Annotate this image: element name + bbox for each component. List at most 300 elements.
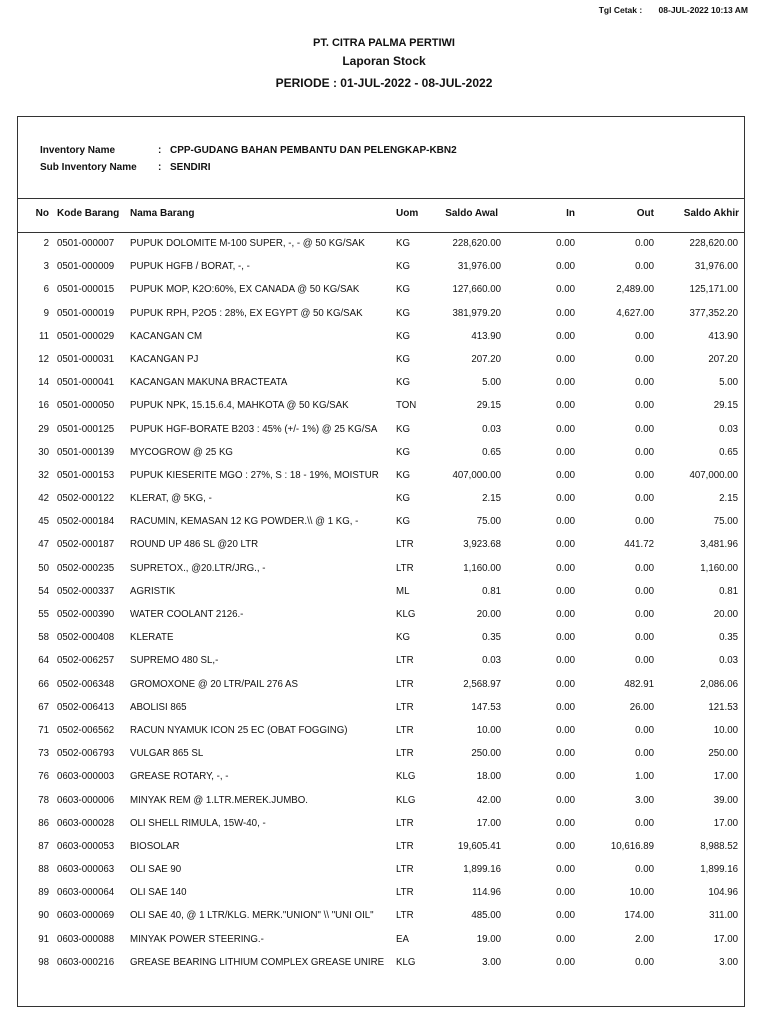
cell-saldo-awal: 485.00 <box>471 910 501 922</box>
table-row <box>18 513 744 536</box>
col-uom: Uom <box>396 208 419 219</box>
cell-out: 0.00 <box>635 446 654 458</box>
table-row <box>18 281 744 304</box>
cell-in: 0.00 <box>556 771 575 783</box>
cell-no: 9 <box>43 307 49 319</box>
cell-kode-barang: 0502-000184 <box>57 516 115 528</box>
cell-in: 0.00 <box>556 307 575 319</box>
cell-out: 1.00 <box>635 771 654 783</box>
cell-out: 0.00 <box>635 956 654 968</box>
cell-uom: KG <box>396 284 410 296</box>
cell-out: 4,627.00 <box>616 307 654 319</box>
table-row <box>18 907 744 930</box>
cell-out: 482.91 <box>624 678 654 690</box>
cell-kode-barang: 0501-000029 <box>57 330 115 342</box>
cell-nama-barang: OLI SAE 90 <box>130 864 182 876</box>
cell-saldo-akhir: 125,171.00 <box>689 284 738 296</box>
print-date-label: Tgl Cetak : <box>598 5 643 15</box>
cell-saldo-akhir: 8,988.52 <box>700 840 738 852</box>
cell-no: 58 <box>38 632 49 644</box>
cell-saldo-akhir: 121.53 <box>708 701 738 713</box>
cell-out: 0.00 <box>635 516 654 528</box>
cell-nama-barang: AGRISTIK <box>130 585 176 597</box>
cell-uom: KLG <box>396 956 416 968</box>
cell-out: 0.00 <box>635 400 654 412</box>
cell-no: 64 <box>38 655 49 667</box>
cell-in: 0.00 <box>556 261 575 273</box>
cell-in: 0.00 <box>556 887 575 899</box>
cell-kode-barang: 0502-006562 <box>57 724 115 736</box>
cell-kode-barang: 0502-000122 <box>57 493 115 505</box>
cell-saldo-akhir: 3,481.96 <box>700 539 738 551</box>
cell-uom: LTR <box>396 655 414 667</box>
colon: : <box>158 162 162 173</box>
cell-nama-barang: RACUMIN, KEMASAN 12 KG POWDER.\\ @ 1 KG, - <box>130 516 359 528</box>
cell-out: 0.00 <box>635 330 654 342</box>
cell-saldo-akhir: 104.96 <box>708 887 738 899</box>
col-kode-barang: Kode Barang <box>57 208 120 219</box>
cell-saldo-awal: 1,160.00 <box>463 562 501 574</box>
cell-saldo-akhir: 228,620.00 <box>689 238 738 249</box>
cell-kode-barang: 0501-000009 <box>57 261 115 273</box>
cell-saldo-awal: 19,605.41 <box>457 840 501 852</box>
table-row <box>18 931 744 954</box>
colon: : <box>158 145 162 156</box>
table-row <box>18 328 744 351</box>
cell-nama-barang: MINYAK POWER STEERING.- <box>130 933 264 945</box>
sub-inventory-label: Sub Inventory Name <box>40 162 137 173</box>
cell-in: 0.00 <box>556 423 575 435</box>
cell-kode-barang: 0501-000019 <box>57 307 115 319</box>
cell-saldo-akhir: 75.00 <box>713 516 738 528</box>
cell-saldo-awal: 3.00 <box>482 956 501 968</box>
cell-nama-barang: OLI SAE 40, @ 1 LTR/KLG. MERK."UNION" \\ "UNI OIL" <box>130 910 374 922</box>
cell-saldo-akhir: 20.00 <box>713 609 738 620</box>
cell-no: 71 <box>38 724 49 736</box>
cell-uom: LTR <box>396 562 414 574</box>
cell-saldo-awal: 19.00 <box>476 933 501 945</box>
cell-nama-barang: PUPUK MOP, K2O:60%, EX CANADA @ 50 KG/SAK <box>130 284 360 296</box>
company-name: PT. CITRA PALMA PERTIWI <box>313 37 455 49</box>
cell-saldo-awal: 1,899.16 <box>463 864 501 876</box>
cell-nama-barang: PUPUK HGFB / BORAT, -, - <box>130 261 250 273</box>
table-row <box>18 467 744 490</box>
cell-in: 0.00 <box>556 933 575 945</box>
cell-kode-barang: 0502-006793 <box>57 748 115 760</box>
cell-no: 29 <box>38 423 49 435</box>
cell-saldo-awal: 2,568.97 <box>463 678 501 690</box>
cell-in: 0.00 <box>556 609 575 620</box>
cell-saldo-awal: 381,979.20 <box>452 307 501 319</box>
cell-saldo-awal: 3,923.68 <box>463 539 501 551</box>
cell-no: 11 <box>38 330 49 342</box>
cell-nama-barang: KACANGAN PJ <box>130 353 199 365</box>
cell-saldo-awal: 20.00 <box>476 609 501 620</box>
table-row <box>18 884 744 907</box>
report-frame <box>17 116 745 1007</box>
cell-saldo-awal: 407,000.00 <box>452 469 501 481</box>
cell-saldo-akhir: 413.90 <box>708 330 738 342</box>
print-date <box>599 5 748 15</box>
print-date-value: 08-JUL-2022 10:13 AM <box>658 5 748 15</box>
cell-kode-barang: 0501-000015 <box>57 284 115 296</box>
cell-uom: LTR <box>396 840 414 852</box>
cell-saldo-awal: 2.15 <box>482 493 501 505</box>
cell-nama-barang: RACUN NYAMUK ICON 25 EC (OBAT FOGGING) <box>130 724 348 736</box>
table-row <box>18 258 744 281</box>
cell-no: 42 <box>38 493 49 505</box>
cell-out: 0.00 <box>635 562 654 574</box>
cell-in: 0.00 <box>556 400 575 412</box>
cell-nama-barang: KLERATE <box>130 632 174 644</box>
cell-nama-barang: OLI SAE 140 <box>130 887 187 899</box>
cell-in: 0.00 <box>556 353 575 365</box>
cell-in: 0.00 <box>556 516 575 528</box>
table-row <box>18 838 744 861</box>
cell-nama-barang: PUPUK KIESERITE MGO : 27%, S : 18 - 19%, MOISTUR <box>130 469 379 481</box>
cell-saldo-akhir: 1,899.16 <box>700 864 738 876</box>
cell-out: 10.00 <box>629 887 654 899</box>
table-row <box>18 745 744 768</box>
cell-nama-barang: WATER COOLANT 2126.- <box>130 609 244 620</box>
cell-nama-barang: MINYAK REM @ 1.LTR.MEREK.JUMBO. <box>130 794 308 806</box>
cell-kode-barang: 0502-000408 <box>57 632 115 644</box>
table-row <box>18 815 744 838</box>
cell-nama-barang: KACANGAN CM <box>130 330 203 342</box>
cell-no: 78 <box>38 794 49 806</box>
cell-nama-barang: PUPUK HGF-BORATE B203 : 45% (+/- 1%) @ 25 KG/SA <box>130 423 378 435</box>
table-row <box>18 583 744 606</box>
cell-uom: LTR <box>396 748 414 760</box>
cell-no: 90 <box>38 910 49 922</box>
cell-saldo-awal: 413.90 <box>471 330 501 342</box>
cell-saldo-awal: 10.00 <box>476 724 501 736</box>
cell-kode-barang: 0501-000125 <box>57 423 115 435</box>
cell-no: 91 <box>38 933 49 945</box>
cell-kode-barang: 0501-000153 <box>57 469 115 481</box>
inventory-name-label: Inventory Name <box>40 145 116 156</box>
cell-no: 45 <box>38 516 49 528</box>
cell-saldo-awal: 207.20 <box>471 353 501 365</box>
cell-in: 0.00 <box>556 284 575 296</box>
cell-saldo-awal: 0.81 <box>482 585 501 597</box>
table-row <box>18 374 744 397</box>
cell-saldo-awal: 18.00 <box>476 771 501 783</box>
cell-kode-barang: 0502-000390 <box>57 609 115 620</box>
cell-no: 73 <box>38 748 49 760</box>
report-title: Laporan Stock <box>342 54 426 68</box>
cell-saldo-akhir: 250.00 <box>708 748 738 760</box>
cell-uom: KG <box>396 446 410 458</box>
cell-kode-barang: 0502-006257 <box>57 655 115 667</box>
cell-kode-barang: 0603-000216 <box>57 956 115 968</box>
cell-nama-barang: OLI SHELL RIMULA, 15W-40, - <box>130 817 266 829</box>
cell-uom: KG <box>396 353 410 365</box>
cell-out: 0.00 <box>635 632 654 644</box>
sub-inventory-value: SENDIRI <box>170 162 211 173</box>
cell-kode-barang: 0502-000337 <box>57 585 115 597</box>
cell-saldo-awal: 147.53 <box>471 701 501 713</box>
cell-no: 86 <box>38 817 49 829</box>
table-row <box>18 699 744 722</box>
table-row <box>18 652 744 675</box>
cell-kode-barang: 0603-000028 <box>57 817 115 829</box>
cell-out: 0.00 <box>635 493 654 505</box>
table-row <box>18 861 744 884</box>
cell-uom: KLG <box>396 771 416 783</box>
cell-saldo-akhir: 2,086.06 <box>700 678 738 690</box>
cell-out: 0.00 <box>635 585 654 597</box>
cell-out: 0.00 <box>635 655 654 667</box>
cell-saldo-awal: 0.03 <box>482 423 501 435</box>
cell-in: 0.00 <box>556 539 575 551</box>
cell-nama-barang: KACANGAN MAKUNA BRACTEATA <box>130 377 288 389</box>
cell-nama-barang: ABOLISI 865 <box>130 701 187 713</box>
cell-no: 6 <box>43 284 49 296</box>
cell-out: 10,616.89 <box>610 840 654 852</box>
cell-kode-barang: 0603-000088 <box>57 933 115 945</box>
table-row <box>18 722 744 745</box>
cell-no: 66 <box>38 678 49 690</box>
cell-out: 0.00 <box>635 724 654 736</box>
col-nama-barang: Nama Barang <box>130 208 195 219</box>
cell-out: 0.00 <box>635 469 654 481</box>
cell-uom: KG <box>396 493 410 505</box>
cell-in: 0.00 <box>556 678 575 690</box>
cell-kode-barang: 0603-000063 <box>57 864 115 876</box>
cell-saldo-akhir: 0.65 <box>719 446 738 458</box>
cell-in: 0.00 <box>556 446 575 458</box>
cell-saldo-akhir: 3.00 <box>719 956 738 968</box>
cell-saldo-awal: 0.65 <box>482 446 501 458</box>
cell-in: 0.00 <box>556 956 575 968</box>
cell-kode-barang: 0603-000003 <box>57 771 115 783</box>
cell-uom: KG <box>396 238 410 249</box>
cell-uom: KG <box>396 469 410 481</box>
cell-no: 16 <box>38 400 49 412</box>
cell-uom: KG <box>396 632 410 644</box>
cell-kode-barang: 0502-000187 <box>57 539 115 551</box>
cell-saldo-akhir: 39.00 <box>713 794 738 806</box>
cell-kode-barang: 0502-000235 <box>57 562 115 574</box>
table-body <box>18 235 744 977</box>
cell-in: 0.00 <box>556 817 575 829</box>
inventory-name-row <box>40 145 457 156</box>
cell-in: 0.00 <box>556 748 575 760</box>
cell-in: 0.00 <box>556 864 575 876</box>
cell-out: 0.00 <box>635 864 654 876</box>
cell-uom: KG <box>396 423 410 435</box>
cell-saldo-akhir: 5.00 <box>719 377 738 389</box>
cell-kode-barang: 0502-006348 <box>57 678 115 690</box>
cell-saldo-awal: 31,976.00 <box>457 261 501 273</box>
cell-in: 0.00 <box>556 493 575 505</box>
table-row <box>18 444 744 467</box>
cell-kode-barang: 0501-000031 <box>57 353 115 365</box>
cell-saldo-awal: 29.15 <box>476 400 501 412</box>
cell-kode-barang: 0501-000050 <box>57 400 115 412</box>
cell-nama-barang: ROUND UP 486 SL @20 LTR <box>130 539 259 551</box>
cell-nama-barang: PUPUK DOLOMITE M-100 SUPER, -, - @ 50 KG/SAK <box>130 238 365 249</box>
col-out: Out <box>636 208 654 219</box>
table-row <box>18 676 744 699</box>
cell-uom: KG <box>396 307 410 319</box>
cell-uom: KG <box>396 516 410 528</box>
cell-saldo-awal: 114.96 <box>472 887 501 899</box>
cell-out: 441.72 <box>624 539 654 551</box>
table-row <box>18 421 744 444</box>
cell-no: 14 <box>38 377 49 389</box>
cell-nama-barang: PUPUK RPH, P2O5 : 28%, EX EGYPT @ 50 KG/SAK <box>130 307 363 319</box>
cell-in: 0.00 <box>556 632 575 644</box>
cell-kode-barang: 0501-000041 <box>57 377 115 389</box>
cell-no: 50 <box>38 562 49 574</box>
cell-uom: LTR <box>396 910 414 922</box>
cell-nama-barang: SUPRETOX., @20.LTR/JRG., - <box>130 562 266 574</box>
table-row <box>18 305 744 328</box>
cell-out: 0.00 <box>635 261 654 273</box>
cell-out: 26.00 <box>629 701 654 713</box>
cell-saldo-akhir: 407,000.00 <box>689 469 738 481</box>
cell-uom: LTR <box>396 678 414 690</box>
cell-saldo-akhir: 31,976.00 <box>694 261 738 273</box>
cell-uom: ML <box>396 585 410 597</box>
cell-saldo-akhir: 0.35 <box>719 632 738 644</box>
cell-uom: KG <box>396 377 410 389</box>
cell-no: 47 <box>38 539 49 551</box>
table-row <box>18 560 744 583</box>
cell-saldo-awal: 75.00 <box>476 516 501 528</box>
cell-kode-barang: 0502-006413 <box>57 701 115 713</box>
cell-out: 0.00 <box>635 353 654 365</box>
cell-in: 0.00 <box>556 469 575 481</box>
cell-nama-barang: GROMOXONE @ 20 LTR/PAIL 276 AS <box>130 678 298 690</box>
cell-nama-barang: KLERAT, @ 5KG, - <box>130 493 212 505</box>
cell-saldo-awal: 228,620.00 <box>452 238 501 249</box>
cell-saldo-akhir: 0.81 <box>719 585 738 597</box>
divider <box>18 232 744 233</box>
sub-inventory-row <box>40 162 211 173</box>
cell-out: 0.00 <box>635 817 654 829</box>
cell-saldo-akhir: 377,352.20 <box>689 307 738 319</box>
col-saldo-awal: Saldo Awal <box>445 208 498 219</box>
cell-uom: KLG <box>396 609 416 620</box>
divider <box>18 198 744 199</box>
cell-uom: TON <box>396 400 417 412</box>
cell-nama-barang: PUPUK NPK, 15.15.6.4, MAHKOTA @ 50 KG/SAK <box>130 400 349 412</box>
cell-out: 2,489.00 <box>616 284 654 296</box>
cell-nama-barang: SUPREMO 480 SL,- <box>130 655 219 667</box>
table-row <box>18 351 744 374</box>
cell-saldo-akhir: 17.00 <box>713 933 738 945</box>
table-row <box>18 629 744 652</box>
cell-no: 88 <box>38 864 49 876</box>
cell-no: 87 <box>38 840 49 852</box>
cell-kode-barang: 0603-000006 <box>57 794 115 806</box>
cell-no: 30 <box>38 446 49 458</box>
cell-out: 0.00 <box>635 423 654 435</box>
table-row <box>18 536 744 559</box>
cell-out: 174.00 <box>624 910 654 922</box>
cell-saldo-akhir: 0.03 <box>719 423 738 435</box>
inventory-name-value: CPP-GUDANG BAHAN PEMBANTU DAN PELENGKAP-KBN2 <box>170 145 457 156</box>
cell-saldo-awal: 17.00 <box>476 817 501 829</box>
cell-saldo-awal: 0.35 <box>482 632 501 644</box>
col-in: In <box>566 208 575 219</box>
cell-uom: LTR <box>396 539 414 551</box>
cell-kode-barang: 0603-000069 <box>57 910 115 922</box>
table-row <box>18 490 744 513</box>
cell-no: 67 <box>38 701 49 713</box>
cell-nama-barang: GREASE ROTARY, -, - <box>130 771 229 783</box>
cell-kode-barang: 0501-000007 <box>57 238 115 249</box>
cell-nama-barang: GREASE BEARING LITHIUM COMPLEX GREASE UNIRE <box>130 956 385 968</box>
cell-in: 0.00 <box>556 655 575 667</box>
cell-uom: KLG <box>396 794 416 806</box>
cell-in: 0.00 <box>556 701 575 713</box>
cell-out: 0.00 <box>635 609 654 620</box>
cell-no: 54 <box>38 585 49 597</box>
cell-in: 0.00 <box>556 794 575 806</box>
cell-no: 3 <box>43 261 49 273</box>
cell-saldo-akhir: 17.00 <box>713 817 738 829</box>
cell-no: 12 <box>38 353 49 365</box>
table-row <box>18 768 744 791</box>
table-row <box>18 954 744 977</box>
cell-saldo-akhir: 1,160.00 <box>700 562 738 574</box>
cell-saldo-awal: 127,660.00 <box>452 284 501 296</box>
cell-nama-barang: BIOSOLAR <box>130 840 180 852</box>
cell-in: 0.00 <box>556 840 575 852</box>
cell-uom: LTR <box>396 817 414 829</box>
cell-in: 0.00 <box>556 724 575 736</box>
cell-in: 0.00 <box>556 238 575 249</box>
cell-saldo-akhir: 2.15 <box>719 493 738 505</box>
cell-saldo-akhir: 17.00 <box>713 771 738 783</box>
report-period: PERIODE : 01-JUL-2022 - 08-JUL-2022 <box>275 76 493 90</box>
cell-saldo-akhir: 311.00 <box>709 910 738 922</box>
cell-out: 0.00 <box>635 238 654 249</box>
cell-no: 98 <box>38 956 49 968</box>
cell-no: 2 <box>43 238 49 249</box>
cell-no: 55 <box>38 609 49 620</box>
cell-out: 3.00 <box>635 794 654 806</box>
cell-saldo-awal: 42.00 <box>476 794 501 806</box>
cell-uom: EA <box>396 933 409 945</box>
cell-no: 76 <box>38 771 49 783</box>
cell-no: 89 <box>38 887 49 899</box>
table-row <box>18 606 744 629</box>
cell-in: 0.00 <box>556 910 575 922</box>
cell-saldo-akhir: 29.15 <box>713 400 738 412</box>
cell-saldo-akhir: 10.00 <box>713 724 738 736</box>
cell-no: 32 <box>38 469 49 481</box>
cell-uom: LTR <box>396 864 414 876</box>
table-row <box>18 397 744 420</box>
cell-out: 0.00 <box>635 748 654 760</box>
cell-in: 0.00 <box>556 377 575 389</box>
cell-kode-barang: 0603-000064 <box>57 887 115 899</box>
cell-kode-barang: 0501-000139 <box>57 446 115 458</box>
cell-saldo-awal: 0.03 <box>482 655 501 667</box>
cell-saldo-awal: 250.00 <box>471 748 501 760</box>
cell-uom: KG <box>396 330 410 342</box>
cell-in: 0.00 <box>556 585 575 597</box>
cell-saldo-akhir: 0.03 <box>719 655 738 667</box>
cell-nama-barang: VULGAR 865 SL <box>130 748 204 760</box>
cell-uom: LTR <box>396 887 414 899</box>
cell-uom: LTR <box>396 701 414 713</box>
